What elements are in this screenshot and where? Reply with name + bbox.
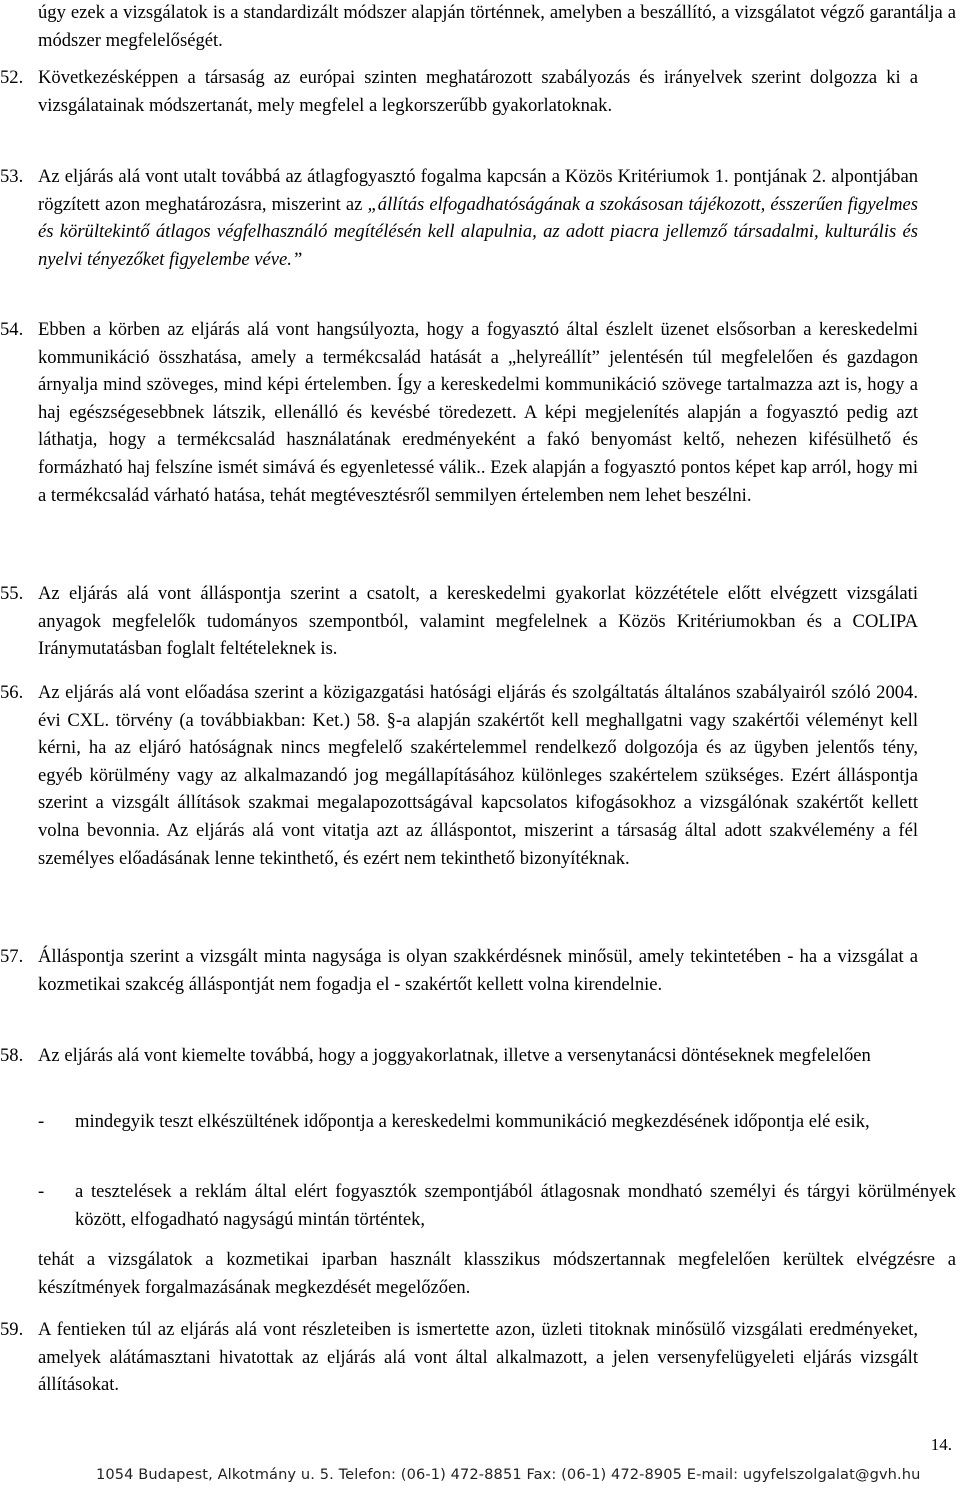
paragraph-text: A fentieken túl az eljárás alá vont részleteiben is ismertette azon, üzleti titoknak minősülő vizsgálati eredményeket, amelyek alátámasztani hivatottak az eljárás alá vont által alkalmazott, a jelen versenyfelügyeleti eljárás vizsgált állításokat. xyxy=(38,1319,918,1396)
list-item-text: mindegyik teszt elkészültének időpontja a kereskedelmi kommunikáció megkezdésének időpontja elé esik, xyxy=(75,1111,870,1132)
footer-contact: 1054 Budapest, Alkotmány u. 5. Telefon: (06-1) 472-8851 Fax: (06-1) 472-8905 E-mail: ugyfelszolgalat@gvh.hu xyxy=(96,1466,921,1483)
paragraph-57 xyxy=(0,943,918,998)
paragraph-59 xyxy=(0,1316,918,1399)
list-item xyxy=(38,1108,956,1136)
paragraph-58-conclusion: tehát a vizsgálatok a kozmetikai iparban használt klasszikus módszertannak megfelelően kerültek elvégzésre a készítmények forgalmazásának megkezdését megelőzően. xyxy=(38,1249,956,1298)
list-item xyxy=(38,1178,956,1233)
paragraph-text: Álláspontja szerint a vizsgált minta nagysága is olyan szakkérdésnek minősül, amely tekintetében - ha a vizsgálat a kozmetikai szakcég álláspontját nem fogadja el - szakértőt kellett volna kirendelnie. xyxy=(38,946,918,995)
paragraph-55 xyxy=(0,580,918,663)
page-number: 14. xyxy=(930,1435,952,1454)
paragraph-number: 59. xyxy=(0,1319,24,1340)
list-item-text: a tesztelések a reklám által elért fogyasztók szempontjából átlagosnak mondható személyi és tárgyi körülmények között, elfogadható nagyságú mintán történtek, xyxy=(75,1181,956,1230)
paragraph-52 xyxy=(0,64,918,119)
paragraph-text: Ebben a körben az eljárás alá vont hangsúlyozta, hogy a fogyasztó által észlelt üzenet elsősorban a kereskedelmi kommunikáció összhatása, amely a termékcsalád hatását a „helyreállít” jelentésén túl megfelelően és gazdagon árnyalja mind szöveges, mind képi értelemben. Így a kereskedelmi kommunikáció szövege tartalmazza azt is, hogy a haj egészségesebbnek látszik, ellenálló és kevésbé töredezett. A képi megjelenítés alapján a fogyasztó pedig azt láthatja, hogy a termékcsalád használatának eredményeként a fakó benyomást keltő, nehezen kifésülhető és formázható haj felszíne ismét simává és egyenletessé válik.. Ezek alapján a fogyasztó pontos képet kap arról, hogy mi a termékcsalád várható hatása, tehát megtévesztésről semmilyen értelemben nem lehet beszélni. xyxy=(38,319,918,506)
bullet-dash: - xyxy=(38,1181,45,1202)
paragraph-text-plain: Az eljárás alá vont utalt továbbá az átlagfogyasztó fogalma kapcsán a Közös Kritériumok 1. pontjának 2. alpontjában rögzített azon meghatározásra, miszerint az xyxy=(38,166,918,215)
paragraph-number: 58. xyxy=(0,1045,24,1066)
paragraph-54 xyxy=(0,316,918,509)
paragraph-number: 53. xyxy=(0,166,24,187)
paragraph-number: 55. xyxy=(0,583,24,604)
paragraph-text xyxy=(38,163,918,273)
bullet-dash: - xyxy=(38,1111,45,1132)
paragraph-number: 56. xyxy=(0,682,24,703)
paragraph-58 xyxy=(0,1042,918,1070)
paragraph-text: Az eljárás alá vont kiemelte továbbá, hogy a joggyakorlatnak, illetve a versenytanácsi döntéseknek megfelelően xyxy=(38,1045,871,1066)
paragraph-number: 57. xyxy=(0,946,24,967)
paragraph-56 xyxy=(0,679,918,872)
paragraph-text: Az eljárás alá vont előadása szerint a közigazgatási hatósági eljárás és szolgáltatás általános szabályairól szóló 2004. évi CXL. törvény (a továbbiakban: Ket.) 58. §-a alapján szakértőt kell meghallgatni vagy szakértői véleményt kell kérni, ha az eljáró hatóságnak nincs megfelelő szakértelemmel rendelkező dolgozója és az ügyben jelentős tény, egyéb körülmény vagy az alkalmazandó jog megállapításához különleges szakértelem szükséges. Ezért álláspontja szerint a vizsgált állítások szakmai megalapozottságával kapcsolatos kifogásokhoz a vizsgálónak szakértőt kellett volna bevonnia. Az eljárás alá vont vitatja azt az álláspontot, miszerint a társaság által adott szakvélemény a fél személyes előadásának lenne tekinthető, és ezért nem tekinthető bizonyítéknak. xyxy=(38,682,918,869)
paragraph-number: 52. xyxy=(0,67,24,88)
paragraph-number: 54. xyxy=(0,319,24,340)
paragraph-53 xyxy=(0,163,918,273)
paragraph-text: Következésképpen a társaság az európai szinten meghatározott szabályozás és irányelvek szerint dolgozza ki a vizsgálatainak módszertanát, mely megfelel a legkorszerűbb gyakorlatoknak. xyxy=(38,67,918,116)
intro-continuation: úgy ezek a vizsgálatok is a standardizált módszer alapján történnek, amelyben a beszállító, a vizsgálatot végző garantálja a módszer megfelelőségét. xyxy=(38,2,956,51)
paragraph-text: Az eljárás alá vont álláspontja szerint a csatolt, a kereskedelmi gyakorlat közzététele előtt elvégzett vizsgálati anyagok megfelelők tudományos szempontból, valamint megfelelnek a Közös Kritériumokban és a COLIPA Iránymutatásban foglalt feltételeknek is. xyxy=(38,583,918,660)
quoted-definition: „állítás elfogadhatóságának a szokásosan tájékozott, ésszerűen figyelmes és körültekintő átlagos végfelhasználó megítélésén kell alapulnia, az adott piacra jellemző társadalmi, kulturális és nyelvi tényezőket figyelembe véve.” xyxy=(38,193,918,270)
